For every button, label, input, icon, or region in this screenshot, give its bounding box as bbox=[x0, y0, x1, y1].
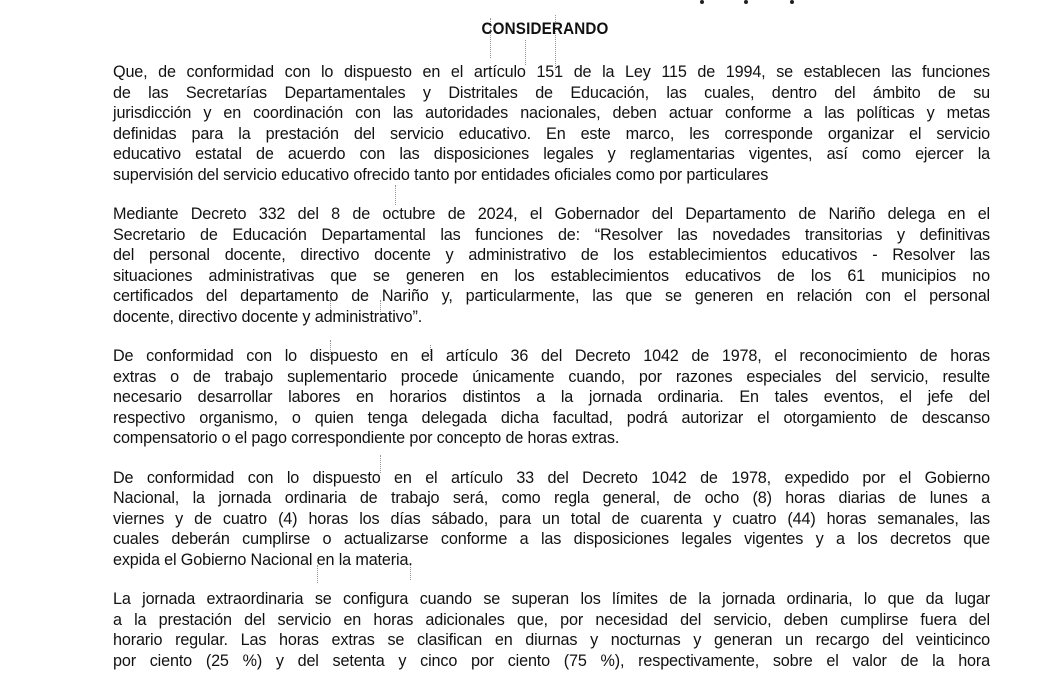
paragraph-articulo-36 bbox=[113, 346, 990, 449]
text-line: situaciones administrativas que se generen en los establecimientos educativos de los 61 municipios no bbox=[113, 266, 990, 285]
document-body bbox=[113, 62, 990, 690]
text-line: viernes y de cuatro (4) horas los días sábado, para un total de cuarenta y cuatro (44) horas semanales, las bbox=[113, 509, 990, 528]
text-line: Que, de conformidad con lo dispuesto en el artículo 151 de la Ley 115 de 1994, se establecen las funciones bbox=[113, 63, 990, 81]
text-line: Nacional, la jornada ordinaria de trabajo será, como regla general, de ocho (8) horas diarias de lunes a bbox=[113, 489, 990, 507]
section-heading: CONSIDERANDO bbox=[481, 20, 609, 38]
text-line: jurisdicción y en coordinación con las autoridades nacionales, deben actuar conforme a las políticas y metas bbox=[113, 104, 990, 122]
text-line: de las Secretarías Departamentales y Distritales de Educación, las cuales, dentro del ámbito de su bbox=[113, 83, 990, 102]
text-line: certificados del departamento de Nariño y, particularmente, las que se generen en relación con el personal bbox=[113, 287, 990, 305]
text-line: extras o de trabajo suplementario procede únicamente cuando, por razones especiales del servicio, resulte bbox=[113, 367, 990, 386]
text-line: definidas para la prestación del servicio educativo. En este marco, les corresponde organizar el servicio bbox=[113, 124, 990, 143]
text-line: cuales deberán cumplirse o actualizarse conforme a las disposiciones legales vigentes y a los decretos que bbox=[113, 530, 990, 548]
text-line: Secretario de Educación Departamental las funciones de: “Resolver las novedades transitorias y definitivas bbox=[113, 225, 990, 244]
text-line: Mediante Decreto 332 del 8 de octubre de 2024, el Gobernador del Departamento de Nariño delega en el bbox=[113, 205, 990, 223]
paragraph-jornada-extraordinaria bbox=[113, 589, 990, 671]
text-line: respectivo organismo, o quien tenga delegada dicha facultad, podrá autorizar el otorgamiento de descanso bbox=[113, 408, 990, 427]
text-line: del personal docente, directivo docente y administrativo de los establecimientos educativos - Resolver las bbox=[113, 246, 990, 264]
text-line: educativo estatal de acuerdo con las disposiciones legales y reglamentarias vigentes, así como ejercer la bbox=[113, 145, 990, 163]
text-line: La jornada extraordinaria se configura cuando se superan los límites de la jornada ordinaria, lo que da lugar bbox=[113, 590, 990, 608]
text-line: docente, directivo docente y administrativo”. bbox=[113, 307, 423, 326]
text-line: compensatorio o el pago correspondiente por concepto de horas extras. bbox=[113, 429, 620, 447]
text-line: De conformidad con lo dispuesto en el artículo 33 del Decreto 1042 de 1978, expedido por el Gobierno bbox=[113, 468, 990, 487]
text-line: expida el Gobierno Nacional en la materia. bbox=[113, 550, 413, 569]
text-line: horario regular. Las horas extras se clasifican en diurnas y nocturnas y generan un recargo del veinticinco bbox=[113, 631, 990, 649]
cut-off-previous-line bbox=[700, 0, 800, 6]
text-line: necesario desarrollar labores en horarios distintos a la jornada ordinaria. En tales eventos, el jefe del bbox=[113, 388, 990, 406]
paragraph-articulo-33 bbox=[113, 468, 990, 571]
text-line: por ciento (25 %) y del setenta y cinco por ciento (75 %), respectivamente, sobre el valor de la hora bbox=[113, 651, 990, 670]
text-line: supervisión del servicio educativo ofrecido tanto por entidades oficiales como por particulares bbox=[113, 165, 769, 184]
text-line: De conformidad con lo dispuesto en el artículo 36 del Decreto 1042 de 1978, el reconocimiento de horas bbox=[113, 347, 990, 365]
text-line: a la prestación del servicio en horas adicionales que, por necesidad del servicio, deben cumplirse fuera del bbox=[113, 610, 990, 629]
paragraph-decreto-332 bbox=[113, 204, 990, 327]
paragraph-ley-115 bbox=[113, 62, 990, 185]
